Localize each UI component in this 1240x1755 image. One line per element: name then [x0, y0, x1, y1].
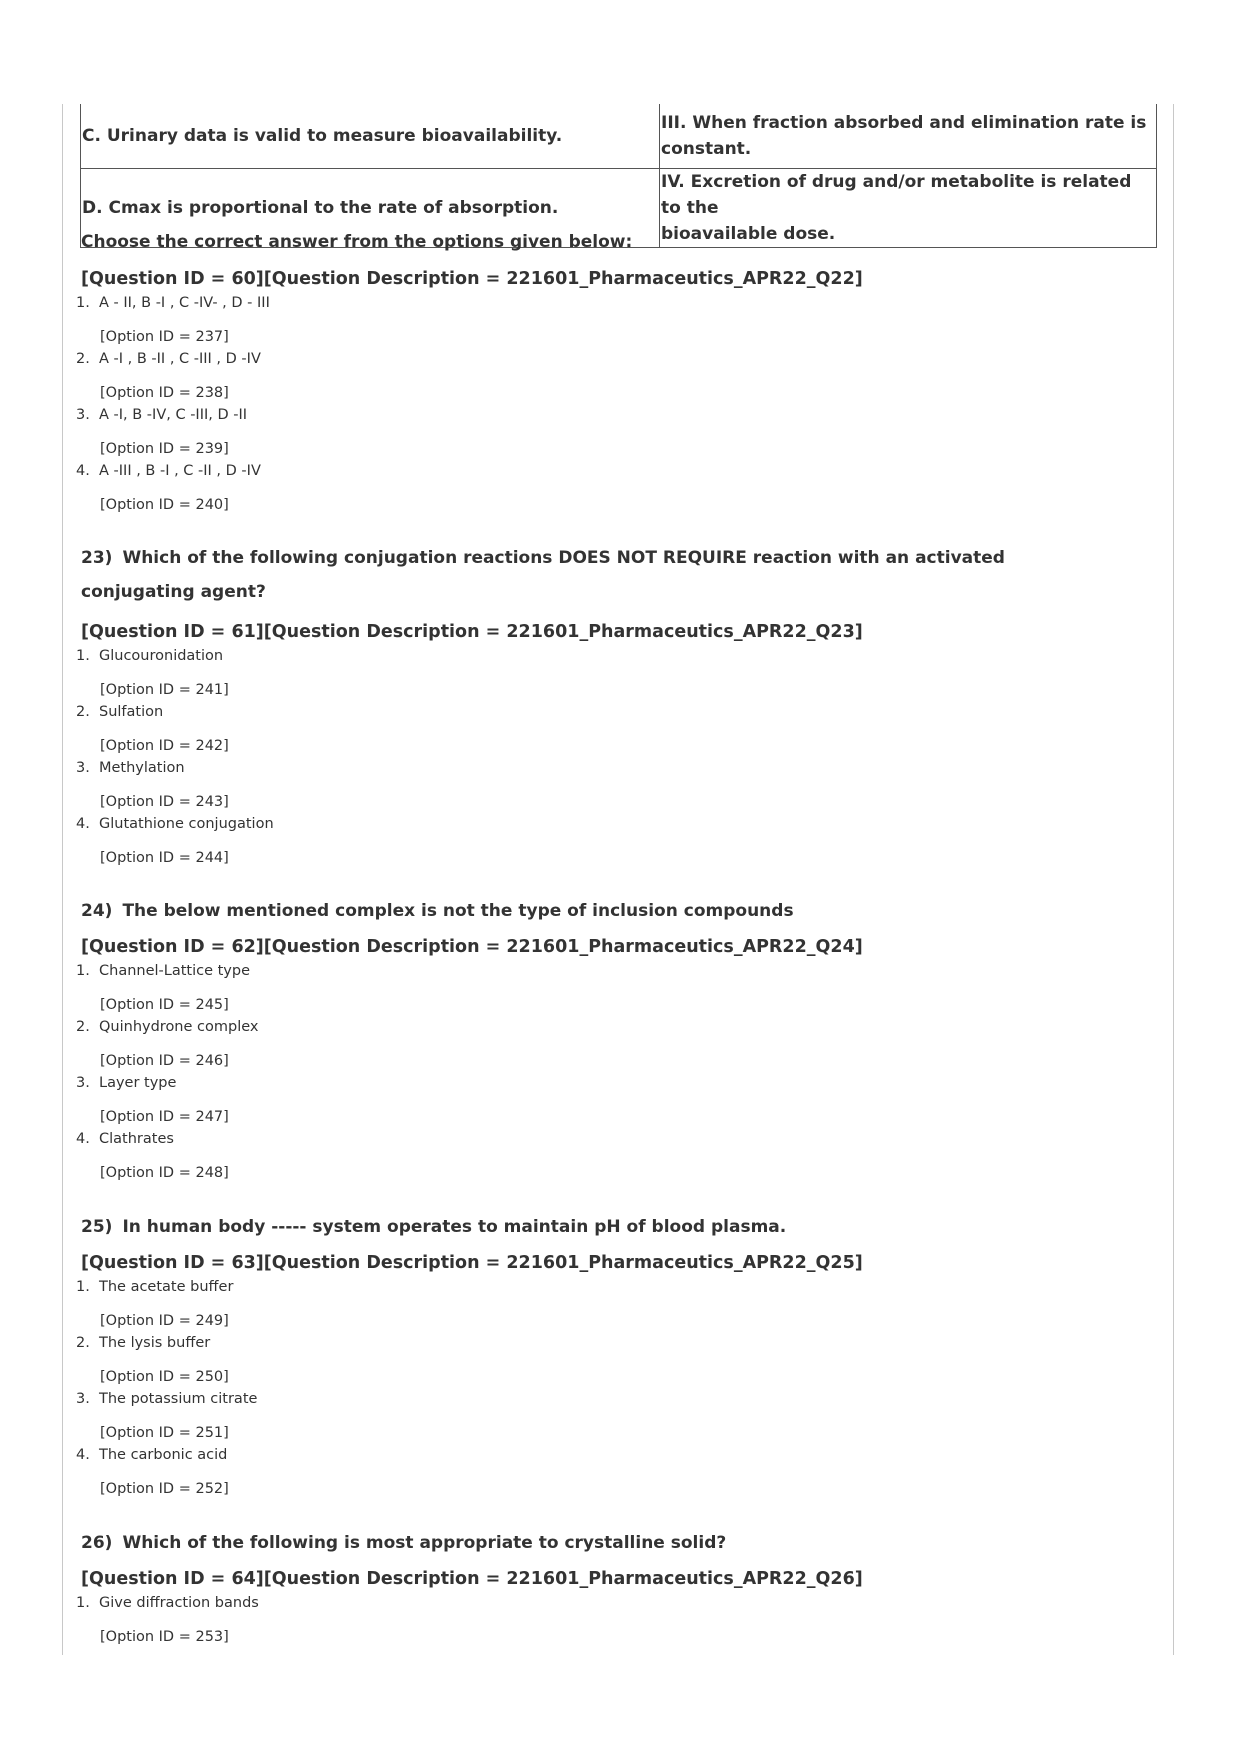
option-id: [Option ID = 239]	[100, 441, 229, 457]
option-item[interactable]	[76, 407, 676, 463]
option-number: 2.	[76, 351, 90, 367]
question-line: In human body ----- system operates to maintain pH of blood plasma.	[122, 1217, 787, 1237]
option-item[interactable]	[76, 1075, 676, 1131]
option-id: [Option ID = 252]	[100, 1481, 229, 1497]
option-item[interactable]	[76, 816, 676, 872]
option-id: [Option ID = 251]	[100, 1425, 229, 1441]
option-text: A - II, B -I , C -IV- , D - III	[99, 295, 270, 311]
option-text: Methylation	[99, 760, 185, 776]
option-text: The carbonic acid	[99, 1447, 228, 1463]
option-text: Layer type	[99, 1075, 177, 1091]
options-list	[76, 963, 676, 1187]
option-item[interactable]	[76, 1335, 676, 1391]
option-id: [Option ID = 237]	[100, 329, 229, 345]
match-right-line: III. When fraction absorbed and elimination rate is	[661, 113, 1147, 133]
option-text: Clathrates	[99, 1131, 174, 1147]
question-id-line: [Question ID = 61][Question Description = 221601_Pharmaceutics_APR22_Q23]	[81, 622, 863, 642]
option-text: A -III , B -I , C -II , D -IV	[99, 463, 261, 479]
match-table	[80, 104, 1157, 248]
option-text: The potassium citrate	[99, 1391, 258, 1407]
match-row	[81, 104, 1157, 169]
option-text: A -I, B -IV, C -III, D -II	[99, 407, 248, 423]
match-left-cell: C. Urinary data is valid to measure bioavailability.	[81, 104, 660, 169]
option-item[interactable]	[76, 1019, 676, 1075]
option-item[interactable]	[76, 704, 676, 760]
option-number: 1.	[76, 1595, 90, 1611]
option-id: [Option ID = 248]	[100, 1165, 229, 1181]
option-item[interactable]	[76, 1391, 676, 1447]
match-right-line: IV. Excretion of drug and/or metabolite is related to the	[661, 172, 1132, 218]
option-number: 3.	[76, 1075, 90, 1091]
option-id: [Option ID = 244]	[100, 850, 229, 866]
question-id-line: [Question ID = 62][Question Description = 221601_Pharmaceutics_APR22_Q24]	[81, 937, 863, 957]
option-item[interactable]	[76, 648, 676, 704]
option-number: 1.	[76, 648, 90, 664]
option-item[interactable]	[76, 1447, 676, 1503]
options-list	[76, 648, 676, 872]
question-id-line: [Question ID = 63][Question Description = 221601_Pharmaceutics_APR22_Q25]	[81, 1253, 863, 1273]
option-number: 4.	[76, 1447, 90, 1463]
page-border-left	[62, 104, 63, 1655]
option-text: Channel-Lattice type	[99, 963, 251, 979]
option-item[interactable]	[76, 1279, 676, 1335]
match-right-cell	[660, 169, 1157, 248]
question-id-line: [Question ID = 64][Question Description = 221601_Pharmaceutics_APR22_Q26]	[81, 1569, 863, 1589]
question-id-line: [Question ID = 60][Question Description = 221601_Pharmaceutics_APR22_Q22]	[81, 269, 863, 289]
option-number: 2.	[76, 1019, 90, 1035]
question-number: 25)	[81, 1217, 113, 1237]
question-line: Which of the following conjugation reactions DOES NOT REQUIRE reaction with an activated	[122, 548, 1005, 568]
options-list	[76, 1595, 676, 1651]
question-text	[81, 548, 1005, 602]
question-text	[81, 1217, 786, 1237]
option-id: [Option ID = 238]	[100, 385, 229, 401]
option-number: 2.	[76, 704, 90, 720]
option-text: Glutathione conjugation	[99, 816, 274, 832]
choose-instruction: Choose the correct answer from the options given below:	[81, 232, 633, 252]
match-right-line: bioavailable dose.	[661, 224, 836, 244]
options-list	[76, 1279, 676, 1503]
question-text	[81, 901, 794, 921]
match-right-line: constant.	[661, 139, 752, 159]
option-id: [Option ID = 241]	[100, 682, 229, 698]
option-id: [Option ID = 246]	[100, 1053, 229, 1069]
option-id: [Option ID = 249]	[100, 1313, 229, 1329]
option-id: [Option ID = 253]	[100, 1629, 229, 1645]
option-item[interactable]	[76, 351, 676, 407]
option-item[interactable]	[76, 295, 676, 351]
option-number: 3.	[76, 760, 90, 776]
option-text: Sulfation	[99, 704, 164, 720]
option-number: 4.	[76, 1131, 90, 1147]
option-item[interactable]	[76, 463, 676, 519]
option-text: The acetate buffer	[99, 1279, 234, 1295]
option-id: [Option ID = 240]	[100, 497, 229, 513]
option-id: [Option ID = 247]	[100, 1109, 229, 1125]
option-number: 2.	[76, 1335, 90, 1351]
option-item[interactable]	[76, 760, 676, 816]
option-number: 1.	[76, 963, 90, 979]
question-line: Which of the following is most appropriate to crystalline solid?	[122, 1533, 727, 1553]
match-left-cell: D. Cmax is proportional to the rate of absorption.	[81, 169, 660, 248]
option-number: 4.	[76, 463, 90, 479]
question-number: 24)	[81, 901, 113, 921]
option-id: [Option ID = 242]	[100, 738, 229, 754]
options-list	[76, 295, 676, 519]
option-item[interactable]	[76, 963, 676, 1019]
question-line: The below mentioned complex is not the type of inclusion compounds	[122, 901, 794, 921]
option-id: [Option ID = 245]	[100, 997, 229, 1013]
option-item[interactable]	[76, 1595, 676, 1651]
question-line: conjugating agent?	[81, 582, 266, 602]
option-number: 3.	[76, 407, 90, 423]
match-right-cell	[660, 104, 1157, 169]
option-text: A -I , B -II , C -III , D -IV	[99, 351, 261, 367]
question-number: 26)	[81, 1533, 113, 1553]
option-number: 3.	[76, 1391, 90, 1407]
option-text: The lysis buffer	[99, 1335, 211, 1351]
question-text	[81, 1533, 726, 1553]
option-number: 1.	[76, 1279, 90, 1295]
page-border-right	[1173, 104, 1174, 1655]
option-text: Quinhydrone complex	[99, 1019, 259, 1035]
option-id: [Option ID = 243]	[100, 794, 229, 810]
option-text: Glucouronidation	[99, 648, 224, 664]
option-number: 4.	[76, 816, 90, 832]
question-number: 23)	[81, 548, 113, 568]
option-number: 1.	[76, 295, 90, 311]
option-item[interactable]	[76, 1131, 676, 1187]
option-id: [Option ID = 250]	[100, 1369, 229, 1385]
option-text: Give diffraction bands	[99, 1595, 259, 1611]
